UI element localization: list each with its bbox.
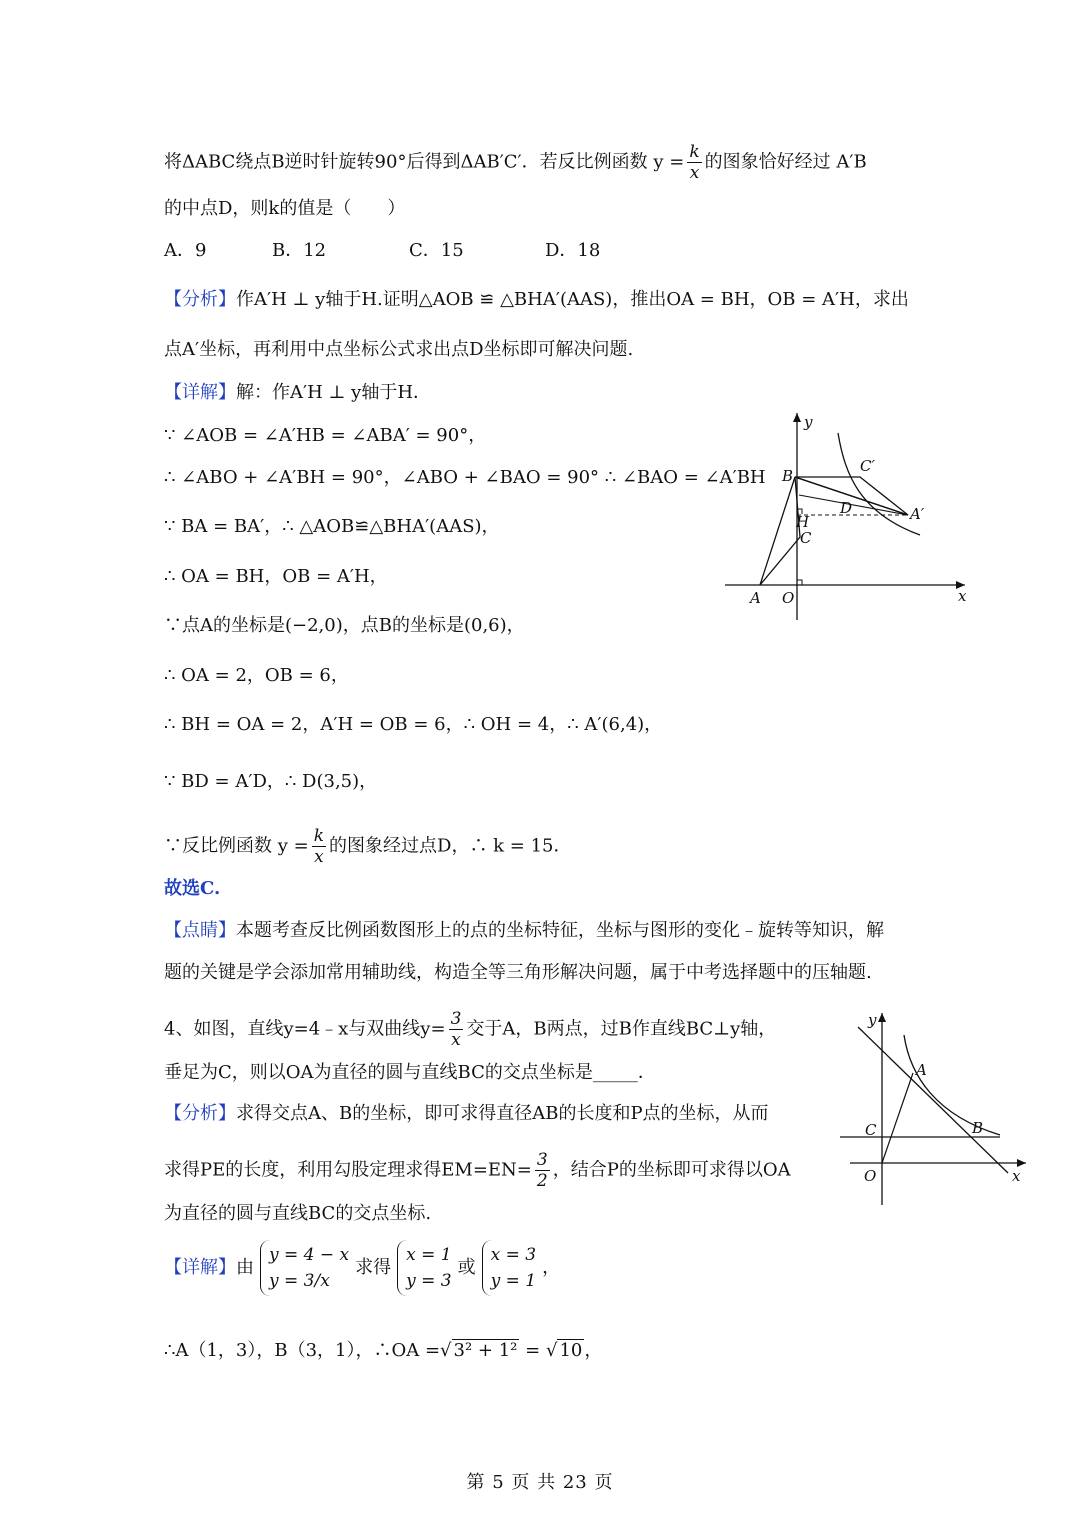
hyperbola-curve [838, 433, 920, 535]
label-c-q4: C [865, 1121, 877, 1139]
analysis-tag: 【分析】 [164, 289, 236, 310]
label-o: O [782, 589, 795, 607]
q3-analysis-line2: 点A′坐标，再利用中点坐标公式求出点D坐标即可解决问题. [164, 339, 634, 360]
q4-analysis-line1: 【分析】求得交点A、B的坐标，即可求得直径AB的长度和P点的坐标，从而 [164, 1103, 769, 1124]
q3-options [164, 238, 600, 264]
option-b: B．12 [272, 240, 327, 261]
q3-comment-line2: 题的关键是学会添加常用辅助线，构造全等三角形解决问题，属于中考选择题中的压轴题. [164, 962, 872, 983]
q3-last-step: ∵反比例函数 y = $\frac{k}{x}$ 的图象经过点D，∴ k = 15． [164, 826, 572, 867]
detail-tag: 【详解】 [164, 382, 236, 403]
label-x: x [958, 587, 967, 605]
q3-stem-line2: 的中点D，则k的值是（ ） [164, 198, 406, 219]
q4-stem-line1: 4、如图，直线y=4﹣x与双曲线y= $\frac{3}{x}$ 交于A，B两点，过B作直线BC⊥y轴， [164, 1009, 777, 1050]
q4-analysis-line3: 为直径的圆与直线BC的交点坐标. [164, 1203, 432, 1224]
right-angle-o [797, 580, 802, 585]
line-y-4-minus-x [858, 1027, 1008, 1173]
q3-step-6: ∴ OA = 2，OB = 6， [164, 665, 349, 686]
triangle-abc [760, 477, 800, 585]
q3-analysis-line1: 【分析】作A′H ⊥ y轴于H.证明△AOB ≌ △BHA′(AAS)，推出OA = BH，OB = A′H，求出 [164, 289, 909, 310]
comment-tag: 【点睛】 [164, 920, 236, 941]
q4-final-line: ∴A（1，3），B（3，1），∴OA =√ 3² + 1² = √ 10 ， [164, 1340, 603, 1361]
label-d: D [840, 499, 853, 517]
q3-rotation-figure [720, 405, 970, 630]
q4-detail: 【详解】由 y = 4 − x y = 3/x 求得 x = 1 y = 3 或 x = 3 y = 1 ， [164, 1240, 560, 1296]
y-axis-arrow-q4 [878, 1013, 886, 1022]
q4-analysis-line2: 求得PE的长度，利用勾股定理求得EM=EN= $\frac{3}{2}$ ，结合P的坐标即可求得以OA [164, 1150, 791, 1191]
label-y-q4: y [868, 1011, 877, 1029]
q3-step-1: ∵ ∠AOB = ∠A′HB = ∠ABA′ = 90°， [164, 425, 487, 446]
q3-step-5: ∵点A的坐标是(−2,0)，点B的坐标是(0,6)， [164, 615, 525, 636]
label-b: B [782, 467, 794, 485]
detail-tag-q4: 【详解】 [164, 1257, 236, 1278]
q3-step-2: ∴ ∠ABO + ∠A′BH = 90°，∠ABO + ∠BAO = 90° ∴ ∠BAO = ∠A′BH [164, 467, 766, 488]
equation-solution-2: x = 3 y = 1 [482, 1240, 536, 1296]
equation-system-1: y = 4 − x y = 3/x [260, 1240, 349, 1296]
q4-stem-line2: 垂足为C，则以OA为直径的圆与直线BC的交点坐标是_____． [164, 1062, 656, 1083]
fraction-3-over-x: $\frac{3}{x}$ [450, 1009, 462, 1050]
segment-oa [882, 1073, 913, 1163]
q3-comment-line1: 【点睛】本题考查反比例函数图形上的点的坐标特征，坐标与图形的变化﹣旋转等知识，解 [164, 920, 884, 941]
option-c: C．15 [409, 240, 464, 261]
option-d: D．18 [545, 240, 601, 261]
q4-line-hyperbola-figure [840, 1005, 1040, 1210]
q3-step-4: ∴ OA = BH，OB = A′H， [164, 566, 388, 587]
label-a1: A′ [910, 505, 925, 523]
fraction-3-over-2: $\frac{3}{2}$ [536, 1150, 548, 1191]
q3-step-3: ∵ BA = BA′，∴ △AOB≌△BHA′(AAS)， [164, 516, 500, 537]
page-footer: 第 5 页 共 23 页 [466, 1472, 614, 1493]
q3-detail-first: 【详解】解：作A′H ⊥ y轴于H． [164, 382, 432, 403]
label-b-q4: B [972, 1119, 984, 1137]
label-x-q4: x [1012, 1167, 1021, 1185]
label-o-q4: O [864, 1167, 877, 1185]
option-a: A．9 [164, 240, 207, 261]
x-axis-arrow-q4 [1017, 1159, 1026, 1167]
equation-solution-1: x = 1 y = 3 [397, 1240, 451, 1296]
fraction-k-over-x-2: $\frac{k}{x}$ [313, 826, 325, 867]
fraction-k-over-x: $\frac{k}{x}$ [689, 142, 700, 183]
q3-step-8: ∵ BD = A′D，∴ D(3,5)， [164, 771, 378, 792]
segment-b-a1-inner [799, 495, 908, 515]
label-c1: C′ [860, 457, 875, 475]
q3-stem-line1: 将ΔABC绕点B逆时针旋转90°后得到ΔAB′C′．若反比例函数 y = $\frac{k}{x}$ 的图象恰好经过 A′B [164, 142, 867, 183]
q3-answer: 故选C. [164, 878, 221, 899]
label-a-q4: A [916, 1061, 927, 1079]
analysis-tag-q4: 【分析】 [164, 1103, 236, 1124]
label-y: y [804, 413, 813, 431]
q3-step-7: ∴ BH = OA = 2，A′H = OB = 6，∴ OH = 4，∴ A′(6,4)， [164, 714, 663, 735]
y-axis-arrow [793, 413, 801, 422]
label-h: H [796, 513, 810, 531]
label-a: A [750, 589, 761, 607]
label-c: C [800, 529, 812, 547]
